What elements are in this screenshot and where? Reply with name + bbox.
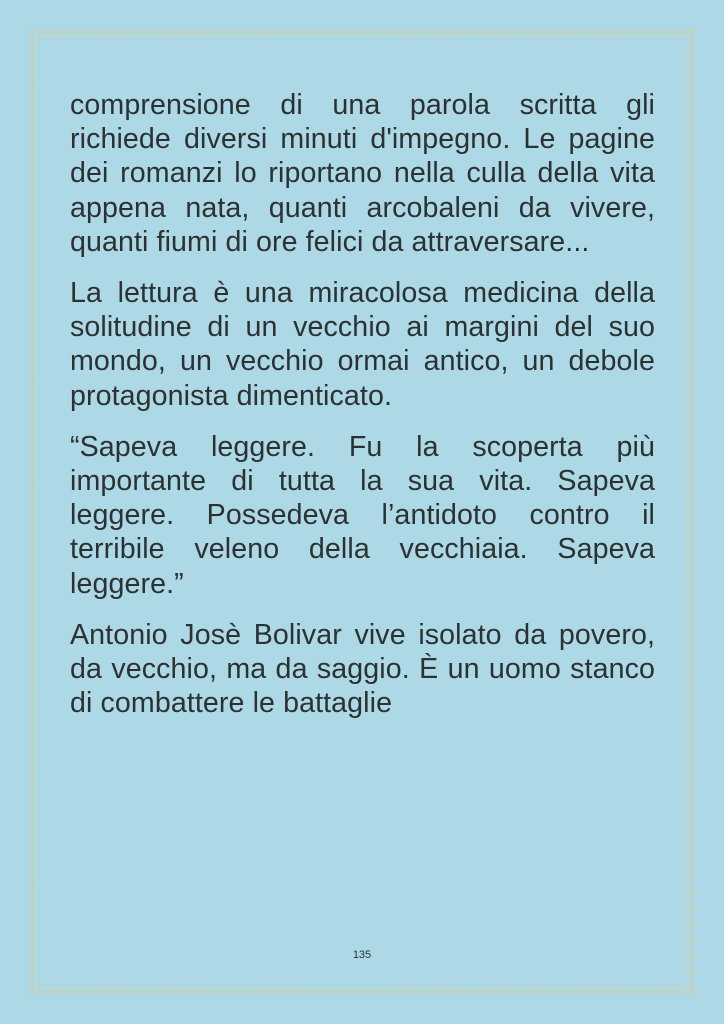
text-body	[70, 88, 655, 737]
paragraph-4: Antonio Josè Bolivar vive isolato da povero, da vecchio, ma da saggio. È un uomo stanco di combattere le battaglie	[70, 618, 655, 720]
paragraph-1: comprensione di una parola scritta gli richiede diversi minuti d'impegno. Le pagine dei romanzi lo riportano nella culla della vita appena nata, quanti arcobaleni da vivere, quanti fiumi di ore felici da attraversare...	[70, 89, 655, 258]
page-number: 135	[352, 949, 372, 961]
paragraph-3: “Sapeva leggere. Fu la scoperta più importante di tutta la sua vita. Sapeva leggere. Possedeva l’antidoto contro il terribile veleno della vecchiaia. Sapeva leggere.”	[70, 430, 655, 600]
paragraph-2: La lettura è una miracolosa medicina della solitudine di un vecchio ai margini del suo mondo, un vecchio ormai antico, un debole protagonista dimenticato.	[70, 277, 655, 412]
